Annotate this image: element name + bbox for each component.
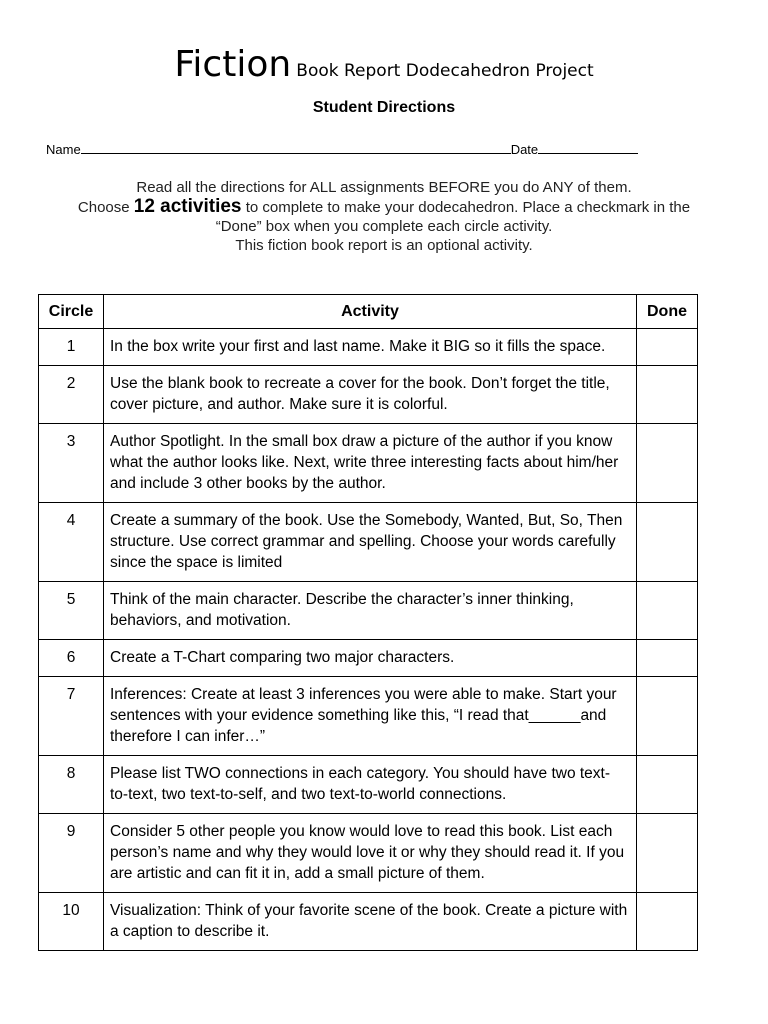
circle-number: 4 xyxy=(39,503,104,582)
date-label: Date xyxy=(510,142,539,157)
circle-number: 6 xyxy=(39,640,104,677)
activity-text: Create a summary of the book. Use the Somebody, Wanted, But, So, Then structure. Use correct grammar and spelling. Choose your words carefully since the space is limited xyxy=(104,503,637,582)
activity-text: Visualization: Think of your favorite scene of the book. Create a picture with a caption to describe it. xyxy=(104,893,637,951)
done-checkbox-cell[interactable] xyxy=(637,756,698,814)
table-row xyxy=(39,677,698,756)
directions-line-3: “Done” box when you complete each circle activity. xyxy=(215,218,553,235)
header-done: Done xyxy=(637,295,698,329)
name-blank xyxy=(81,143,511,154)
name-label: Name xyxy=(46,142,81,157)
circle-number: 7 xyxy=(39,677,104,756)
table-row xyxy=(39,582,698,640)
done-checkbox-cell[interactable] xyxy=(637,329,698,366)
date-blank xyxy=(538,143,638,154)
table-row xyxy=(39,329,698,366)
circle-number: 2 xyxy=(39,366,104,424)
activity-text: Author Spotlight. In the small box draw a picture of the author if you know what the author looks like. Next, write three interesting facts about him/her and include 3 other books by the author. xyxy=(104,424,637,503)
header-activity: Activity xyxy=(104,295,637,329)
table-row xyxy=(39,366,698,424)
directions-line-4: This fiction book report is an optional activity. xyxy=(235,237,533,254)
done-checkbox-cell[interactable] xyxy=(637,677,698,756)
circle-number: 9 xyxy=(39,814,104,893)
activity-text: In the box write your first and last name. Make it BIG so it fills the space. xyxy=(104,329,637,366)
table-row xyxy=(39,640,698,677)
activity-text: Please list TWO connections in each category. You should have two text-to-text, two text-to-self, and two text-to-world connections. xyxy=(104,756,637,814)
circle-number: 10 xyxy=(39,893,104,951)
activity-text: Use the blank book to recreate a cover for the book. Don’t forget the title, cover picture, and author. Make sure it is colorful. xyxy=(104,366,637,424)
activity-text: Think of the main character. Describe the character’s inner thinking, behaviors, and motivation. xyxy=(104,582,637,640)
page-title xyxy=(0,44,768,85)
activities-table xyxy=(38,294,698,951)
table-row xyxy=(39,503,698,582)
done-checkbox-cell[interactable] xyxy=(637,424,698,503)
directions-line-2-pre: Choose xyxy=(77,199,130,216)
table-row xyxy=(39,893,698,951)
directions-emphasis: 12 activities xyxy=(133,196,242,217)
table-row xyxy=(39,814,698,893)
title-rest: Book Report Dodecahedron Project xyxy=(296,61,594,81)
circle-number: 8 xyxy=(39,756,104,814)
done-checkbox-cell[interactable] xyxy=(637,503,698,582)
header-circle: Circle xyxy=(39,295,104,329)
directions-line-2 xyxy=(30,197,738,217)
directions-line-1: Read all the directions for ALL assignments BEFORE you do ANY of them. xyxy=(136,179,632,196)
page-subtitle: Student Directions xyxy=(312,99,456,116)
directions-block xyxy=(30,178,738,255)
name-date-line xyxy=(46,142,646,157)
done-checkbox-cell[interactable] xyxy=(637,366,698,424)
table-header-row xyxy=(39,295,698,329)
done-checkbox-cell[interactable] xyxy=(637,582,698,640)
done-checkbox-cell[interactable] xyxy=(637,640,698,677)
circle-number: 3 xyxy=(39,424,104,503)
directions-line-2-post: to complete to make your dodecahedron. Place a checkmark in the xyxy=(245,199,691,216)
activity-text: Create a T-Chart comparing two major characters. xyxy=(104,640,637,677)
done-checkbox-cell[interactable] xyxy=(637,814,698,893)
done-checkbox-cell[interactable] xyxy=(637,893,698,951)
activity-text: Inferences: Create at least 3 inferences you were able to make. Start your sentences with your evidence something like this, “I read that______and therefore I can infer…” xyxy=(104,677,637,756)
table-row xyxy=(39,424,698,503)
circle-number: 1 xyxy=(39,329,104,366)
table-row xyxy=(39,756,698,814)
activity-text: Consider 5 other people you know would love to read this book. List each person’s name and why they would love it or why they should read it. If you are artistic and can fit it in, add a small picture of them. xyxy=(104,814,637,893)
circle-number: 5 xyxy=(39,582,104,640)
title-main: Fiction xyxy=(174,44,292,85)
